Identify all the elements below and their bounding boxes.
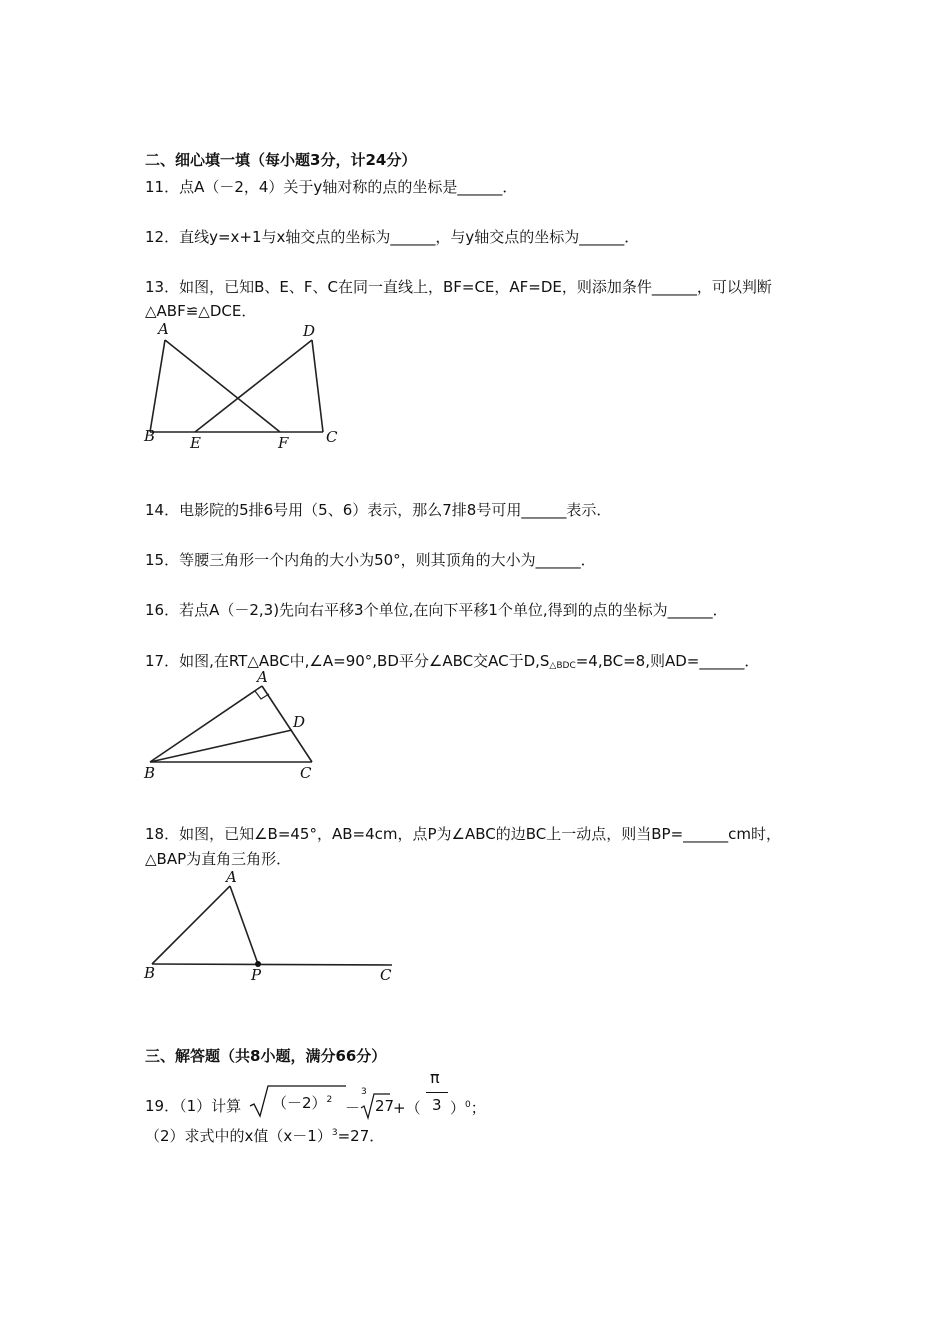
question-19-end: ； bbox=[470, 1099, 486, 1117]
figure-13 bbox=[140, 318, 350, 458]
label-d: D bbox=[303, 322, 316, 340]
seg-de bbox=[195, 340, 312, 432]
seg-bc bbox=[152, 964, 392, 965]
fraction-numerator: π bbox=[430, 1068, 440, 1087]
question-13-line-1: 13．如图，已知B、E、F、C在同一直线上，BF=CE，AF=DE，则添加条件______，可以判断 bbox=[145, 278, 772, 296]
label-c: C bbox=[326, 428, 338, 446]
seg-dc bbox=[312, 340, 323, 432]
question-14: 14．电影院的5排6号用（5、6）表示，那么7排8号可用______表示． bbox=[145, 501, 612, 519]
seg-bd bbox=[150, 730, 292, 762]
label-a: A bbox=[158, 320, 169, 338]
zero-exponent: 0 bbox=[465, 1100, 471, 1110]
section-2-heading: 二、细心填一填（每小题3分，计24分） bbox=[145, 151, 417, 169]
question-19-part-2 bbox=[145, 1126, 384, 1149]
question-11: 11．点A（－2，4）关于y轴对称的点的坐标是______． bbox=[145, 178, 518, 196]
cbrt-radicand: 27 bbox=[375, 1097, 395, 1115]
label-a: A bbox=[257, 668, 268, 686]
seg-ap bbox=[230, 886, 258, 964]
cbrt-index: 3 bbox=[361, 1087, 367, 1097]
label-b: B bbox=[144, 764, 156, 782]
label-d: D bbox=[293, 713, 306, 731]
question-19-part-2-exponent: 3 bbox=[331, 1128, 338, 1138]
section-3-heading: 三、解答题（共8小题，满分66分） bbox=[145, 1047, 387, 1065]
question-19-close bbox=[450, 1097, 486, 1118]
label-c: C bbox=[300, 764, 312, 782]
sqrt-radicand-text: （－2） bbox=[272, 1094, 327, 1112]
figure-18 bbox=[140, 866, 400, 988]
figure-17 bbox=[140, 668, 330, 786]
question-19-part-2-text-b: =27． bbox=[337, 1127, 385, 1145]
fraction-bar bbox=[426, 1092, 448, 1093]
label-a: A bbox=[226, 868, 237, 886]
question-17-text-a: 17．如图,在RT△ABC中,∠A=90°,BD平分∠ABC交AC于D,S bbox=[145, 652, 550, 670]
seg-af bbox=[165, 340, 280, 432]
question-19-prefix: 19．（1）计算 bbox=[145, 1097, 242, 1115]
seg-ab bbox=[150, 340, 165, 432]
label-c: C bbox=[380, 966, 392, 984]
label-e: E bbox=[190, 434, 201, 452]
question-16: 16．若点A（－2,3)先向右平移3个单位,在向下平移1个单位,得到的点的坐标为______． bbox=[145, 601, 728, 619]
question-17-text-b: =4,BC=8,则AD=______． bbox=[575, 652, 760, 670]
sqrt-radicand bbox=[272, 1092, 332, 1113]
question-15: 15．等腰三角形一个内角的大小为50°，则其顶角的大小为______． bbox=[145, 551, 596, 569]
question-17-subscript: △BDC bbox=[549, 661, 576, 671]
question-19-part-2-text-a: （2）求式中的x值（x－1） bbox=[145, 1127, 332, 1145]
label-p: P bbox=[251, 966, 262, 984]
plus-paren: +（ bbox=[393, 1099, 421, 1117]
seg-ab bbox=[150, 686, 262, 762]
fraction-denominator: 3 bbox=[432, 1096, 442, 1114]
close-paren: ） bbox=[450, 1099, 466, 1117]
question-18-line-2: △BAP为直角三角形． bbox=[145, 850, 292, 868]
label-b: B bbox=[144, 427, 156, 445]
label-f: F bbox=[278, 434, 289, 452]
minus-sign: － bbox=[345, 1099, 361, 1117]
question-18-line-1: 18．如图，已知∠B=45°，AB=4cm，点P为∠ABC的边BC上一动点，则当BP=______cm时， bbox=[145, 825, 782, 843]
label-b: B bbox=[144, 964, 156, 982]
question-12: 12．直线y=x+1与x轴交点的坐标为______，与y轴交点的坐标为______． bbox=[145, 228, 640, 246]
question-13-line-2: △ABF≌△DCE． bbox=[145, 302, 257, 320]
sqrt-radicand-exponent: 2 bbox=[326, 1095, 333, 1105]
seg-ab bbox=[152, 886, 230, 964]
